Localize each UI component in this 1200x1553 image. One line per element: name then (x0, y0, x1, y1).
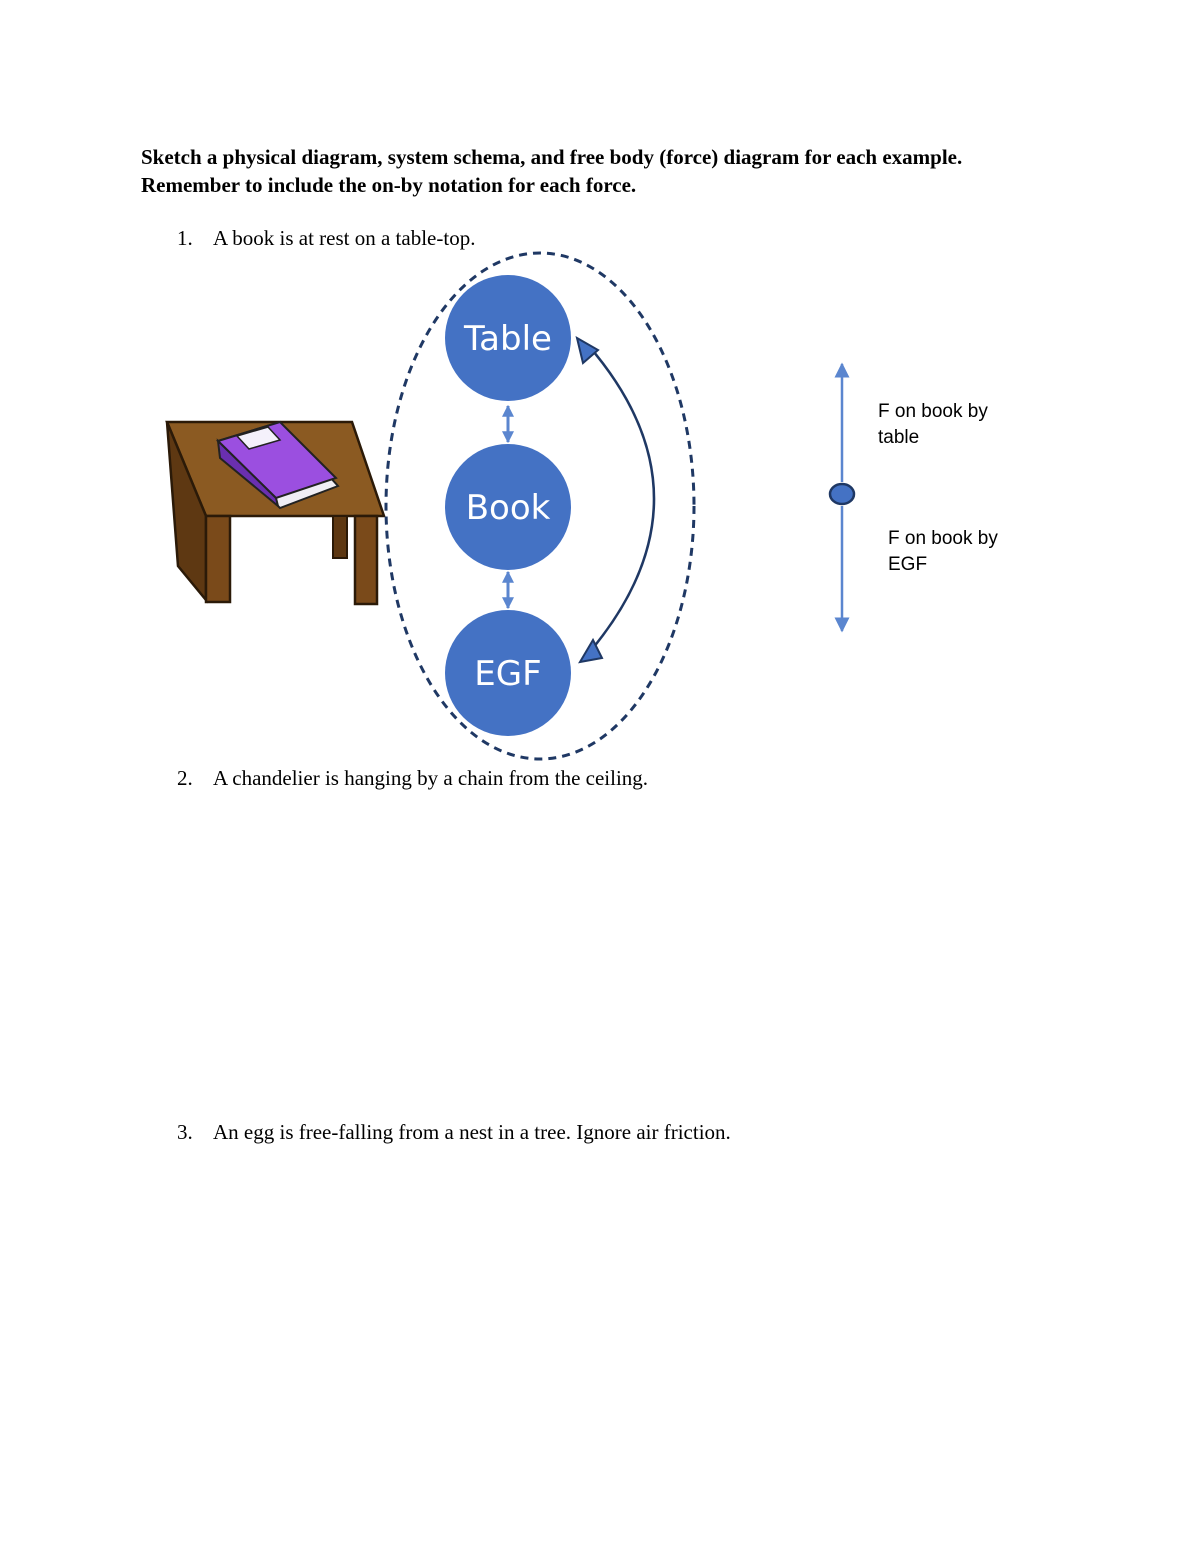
question-text: A book is at rest on a table-top. (213, 226, 476, 250)
node-egf (445, 610, 571, 736)
question-text: An egg is free-falling from a nest in a tree. Ignore air friction. (213, 1120, 731, 1144)
question-number: 1. (177, 226, 193, 250)
question-text: A chandelier is hanging by a chain from the ceiling. (213, 766, 649, 790)
arrowhead-bottom (580, 640, 602, 662)
node-label: Table (464, 319, 552, 359)
node-table (445, 275, 571, 401)
node-label: EGF (474, 654, 542, 694)
force-label-egf: F on book by EGF (888, 528, 998, 575)
question-number: 3. (177, 1120, 193, 1144)
arrowhead-top (577, 338, 598, 363)
question-number: 2. (177, 766, 193, 790)
force-label-table: F on book by table (878, 401, 988, 448)
book-point-mass (830, 484, 854, 504)
node-label: Book (465, 488, 551, 528)
interaction-table-egf (588, 345, 654, 654)
node-book (445, 444, 571, 570)
instructions: Sketch a physical diagram, system schema, and free body (force) diagram for each example. Remember to include the on-by notation for each force. (141, 145, 963, 197)
